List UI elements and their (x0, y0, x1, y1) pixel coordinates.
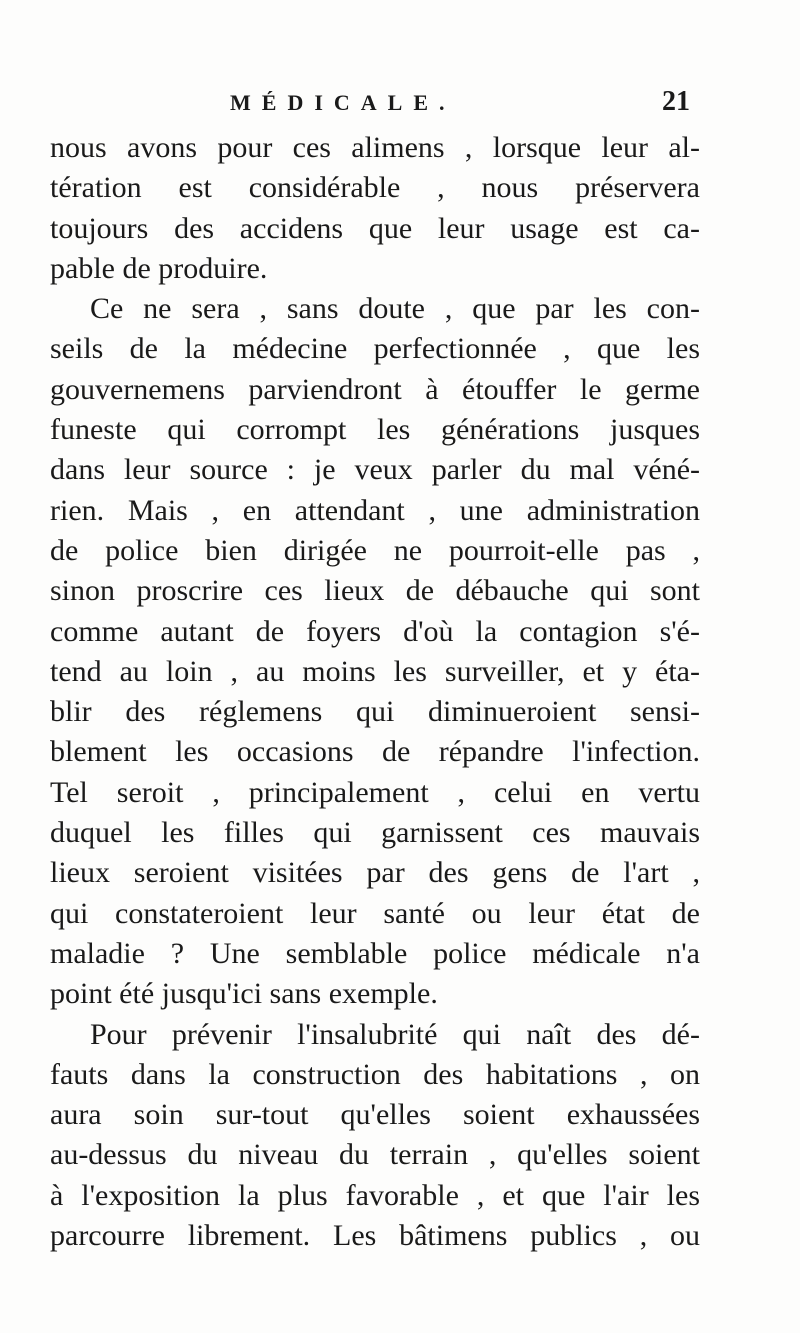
text-line: aura soin sur-tout qu'elles soient exhaussées (50, 1098, 700, 1132)
text-line: fauts dans la construction des habitations , on (50, 1057, 700, 1091)
text-line: duquel les filles qui garnissent ces mauvais (50, 816, 700, 850)
text-line: comme autant de foyers d'où la contagion s'é- (50, 614, 700, 648)
text-line: lieux seroient visitées par des gens de l'art , (50, 856, 700, 890)
text-line: toujours des accidens que leur usage est ca- (50, 211, 700, 245)
text-line: dans leur source : je veux parler du mal véné- (50, 453, 700, 487)
text-line: à l'exposition la plus favorable , et que l'air les (50, 1178, 700, 1212)
text-line: blement les occasions de répandre l'infection. (50, 735, 700, 769)
text-line: de police bien dirigée ne pourroit-elle pas , (50, 533, 700, 567)
text-line: blir des réglemens qui diminueroient sensi- (50, 695, 700, 729)
text-line: parcourre librement. Les bâtimens publics , ou (50, 1219, 700, 1253)
text-line: seils de la médecine perfectionnée , que les (50, 332, 700, 366)
body-text (50, 128, 700, 1256)
text-line: nous avons pour ces alimens , lorsque leur al- (50, 131, 700, 164)
text-line: Tel seroit , principalement , celui en vertu (50, 775, 700, 809)
paragraph-start-line: Ce ne sera , sans doute , que par les con- (90, 292, 700, 326)
paragraph-start-line: Pour prévenir l'insalubrité qui naît des dé- (90, 1017, 700, 1051)
page-number: 21 (662, 86, 690, 117)
running-title: MÉDICALE. (230, 90, 456, 115)
text-line: qui constateroient leur santé ou leur état de (50, 896, 700, 930)
text-line: tend au loin , au moins les surveiller, et y éta- (50, 654, 700, 688)
text-line: pable de produire. (50, 251, 268, 285)
text-line: maladie ? Une semblable police médicale n'a (50, 936, 700, 970)
text-line: tération est considérable , nous préservera (50, 171, 700, 205)
text-line: sinon proscrire ces lieux de débauche qui sont (50, 574, 700, 608)
text-line: rien. Mais , en attendant , une administration (50, 493, 700, 527)
text-line: au-dessus du niveau du terrain , qu'elles soient (50, 1138, 700, 1172)
text-line: point été jusqu'ici sans exemple. (50, 977, 438, 1011)
text-line: gouvernemens parviendront à étouffer le germe (50, 372, 700, 406)
running-head (50, 82, 710, 122)
text-line: funeste qui corrompt les générations jusques (50, 413, 700, 447)
